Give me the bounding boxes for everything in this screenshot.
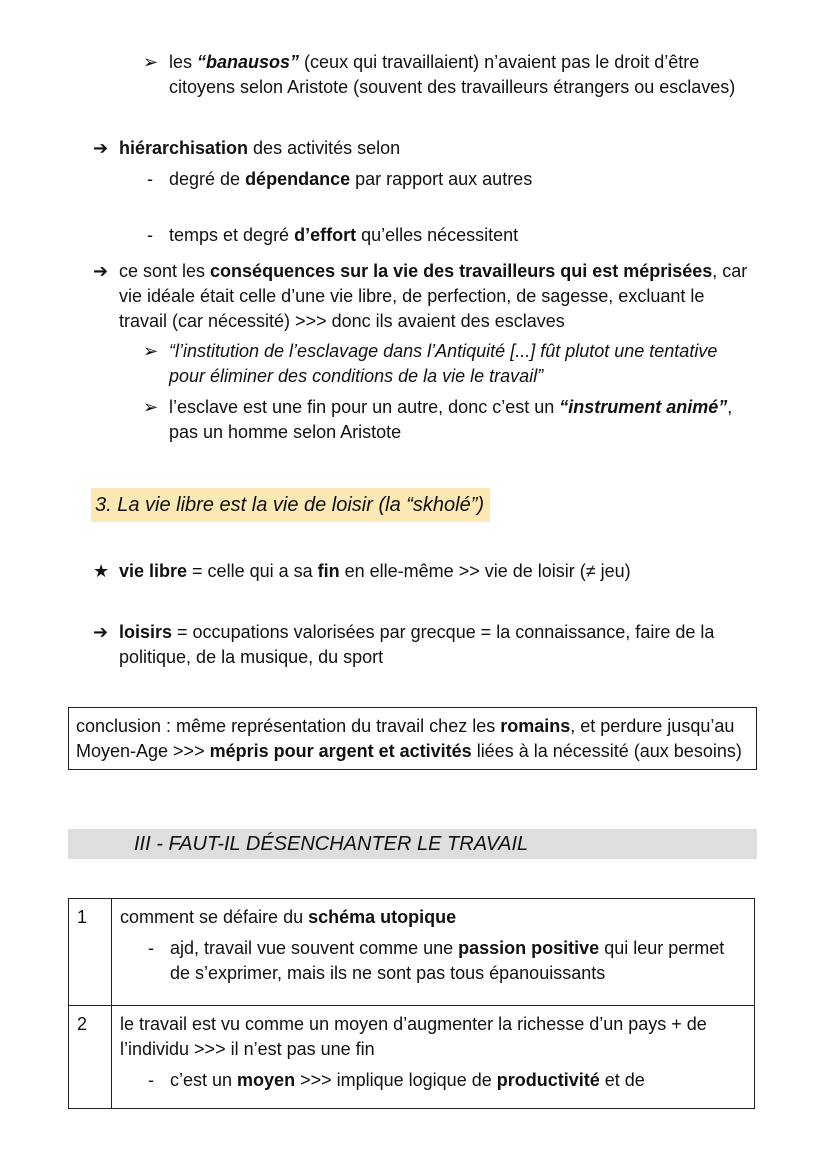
star-vie-libre: ★ vie libre = celle qui a sa fin en elle-même >> vie de loisir (≠ jeu) [93,559,631,584]
arrowhead-icon: ➢ [143,52,159,72]
section-3-heading: 3. La vie libre est la vie de loisir (la “skholé”) [91,488,490,522]
consequences-block: ➔ ce sont les conséquences sur la vie des travailleurs qui est méprisées, car vie idéale était celle d’une vie libre, de perfection, de sagesse, excluant le travail (car nécessité) >>> donc ils avaient des esclaves [93,261,748,331]
sub-item-dependance: - degré de dépendance par rapport aux autres [147,169,533,189]
conclusion-box: conclusion : même représentation du travail chez les romains, et perdure jusqu’au Moyen-Age >>> mépris pour argent et activités liées à la nécessité (aux besoins) [68,707,757,770]
table-row [69,899,755,1006]
row-content: comment se défaire du schéma utopique - ajd, travail vue souvent comme une passion positive qui leur permet de s’exprimer, mais ils ne sont pas tous épanouissants [112,899,755,1006]
bullet-instrument-anime: ➢ l’esclave est une fin pour un autre, donc c’est un “instrument animé”, pas un homme selon Aristote [143,397,733,442]
table-row [69,1006,755,1109]
quote-esclavage: ➢ “l’institution de l’esclavage dans l’Antiquité [...] fût plutot une tentative pour éliminer des conditions de la vie le travail” [143,341,718,386]
section-iii-heading: III - FAUT-IL DÉSENCHANTER LE TRAVAIL [68,829,757,859]
sub-item-effort: - temps et degré d’effort qu’elles nécessitent [147,225,519,245]
arrow-icon: ➔ [93,261,109,281]
content-table [68,898,755,1109]
arrowhead-icon: ➢ [143,397,159,417]
loisirs-block: ➔ loisirs = occupations valorisées par grecque = la connaissance, faire de la politique, de la musique, du sport [93,622,715,667]
bullet-banausos: ➢ les “banausos” (ceux qui travaillaient) n’avaient pas le droit d’être citoyens selon Aristote (souvent des travailleurs étrangers ou esclaves) [143,52,736,97]
row-number: 1 [69,899,112,1006]
arrow-icon: ➔ [93,138,109,158]
arrow-icon: ➔ [93,622,109,642]
star-icon: ★ [93,561,110,581]
hierarchisation-block: ➔ hiérarchisation des activités selon [93,136,400,161]
row-number: 2 [69,1006,112,1109]
row-content: le travail est vu comme un moyen d’augmenter la richesse d’un pays + de l’individu >>> il n’est pas une fin - c’est un moyen >>> implique logique de productivité et de [112,1006,755,1109]
arrowhead-icon: ➢ [143,341,159,361]
